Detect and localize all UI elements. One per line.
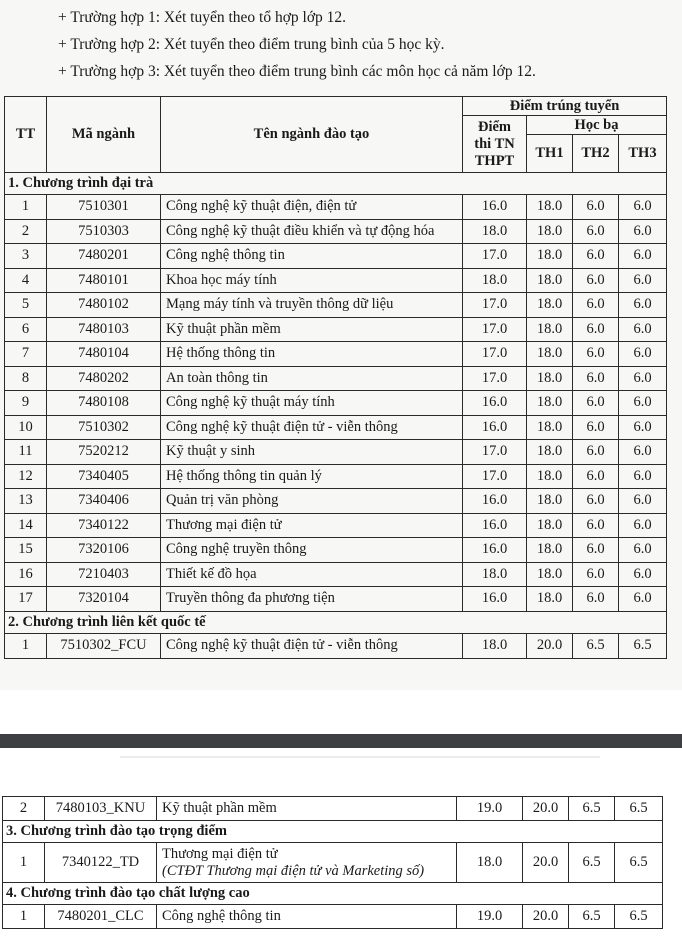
cell-th2: 6.5 [569, 797, 615, 821]
cell-th1: 20.0 [523, 905, 569, 929]
cell-th3: 6.0 [619, 464, 667, 489]
cell-th3: 6.0 [619, 489, 667, 514]
cell-th1: 18.0 [527, 464, 573, 489]
cell-tn: 18.0 [457, 843, 523, 883]
cell-th2: 6.0 [573, 219, 619, 244]
cell-name: Thiết kế đồ họa [161, 562, 463, 587]
section-row [5, 611, 667, 633]
cell-name: Khoa học máy tính [161, 268, 463, 293]
cell-th2: 6.5 [569, 905, 615, 929]
cell-code: 7480103_KNU [45, 797, 157, 821]
cell-th1: 18.0 [527, 317, 573, 342]
section-title-1: 1. Chương trình đại trà [5, 173, 667, 195]
cell-th1: 18.0 [527, 415, 573, 440]
cell-code: 7480108 [47, 391, 161, 416]
cell-name: Truyền thông đa phương tiện [161, 587, 463, 612]
cell-th3: 6.0 [619, 342, 667, 367]
cell-tn: 18.0 [463, 219, 527, 244]
header-th1: TH1 [527, 135, 573, 173]
intro-list [0, 4, 682, 85]
table-row [3, 905, 663, 929]
cell-code: 7340122 [47, 513, 161, 538]
cell-tn: 17.0 [463, 317, 527, 342]
cell-th1: 18.0 [527, 268, 573, 293]
cell-code: 7520212 [47, 440, 161, 465]
intro-case-1: + Trường hợp 1: Xét tuyển theo tổ hợp lớp 12. [58, 9, 347, 26]
cell-th3: 6.0 [619, 391, 667, 416]
cell-th2: 6.0 [573, 464, 619, 489]
cell-tt: 2 [3, 797, 45, 821]
admission-score-table-continued [2, 796, 663, 929]
header-tn-line2: thi TN [474, 135, 515, 152]
cell-th1: 18.0 [527, 587, 573, 612]
cell-th1: 20.0 [523, 843, 569, 883]
cell-tt: 1 [5, 195, 47, 220]
cell-th2: 6.0 [573, 489, 619, 514]
cell-code: 7480104 [47, 342, 161, 367]
cell-th3: 6.5 [615, 843, 663, 883]
cell-tt: 13 [5, 489, 47, 514]
cell-th3: 6.0 [619, 244, 667, 269]
cell-th3: 6.0 [619, 440, 667, 465]
cell-tt: 14 [5, 513, 47, 538]
cell-th3: 6.0 [619, 415, 667, 440]
cell-tn: 17.0 [463, 342, 527, 367]
cell-th3: 6.0 [619, 268, 667, 293]
table-row [5, 489, 667, 514]
cell-tn: 16.0 [463, 513, 527, 538]
section-title-4: 4. Chương trình đào tạo chất lượng cao [3, 883, 663, 905]
table-row [5, 538, 667, 563]
cell-th2: 6.0 [573, 342, 619, 367]
table-row [5, 415, 667, 440]
intro-case-3: + Trường hợp 3: Xét tuyển theo điểm trung bình các môn học cả năm lớp 12. [58, 63, 536, 80]
cell-tn: 18.0 [463, 268, 527, 293]
cell-th1: 18.0 [527, 219, 573, 244]
cell-th2: 6.0 [573, 244, 619, 269]
cell-tn: 16.0 [463, 195, 527, 220]
cell-tn: 17.0 [463, 440, 527, 465]
cell-tt: 17 [5, 587, 47, 612]
table-row [3, 797, 663, 821]
cell-th2: 6.5 [573, 633, 619, 658]
table-row [5, 562, 667, 587]
cell-th1: 18.0 [527, 489, 573, 514]
cell-th3: 6.5 [619, 633, 667, 658]
cell-tt: 8 [5, 366, 47, 391]
cell-th3: 6.0 [619, 317, 667, 342]
cell-th3: 6.0 [619, 538, 667, 563]
header-hocba: Học bạ [527, 116, 667, 135]
cell-name: Công nghệ kỹ thuật điện tử - viễn thông [161, 633, 463, 658]
cell-th1: 18.0 [527, 391, 573, 416]
cell-code: 7480202 [47, 366, 161, 391]
cell-tt: 12 [5, 464, 47, 489]
cell-th2: 6.0 [573, 293, 619, 318]
table-row [5, 219, 667, 244]
header-tn-line3: THPT [474, 152, 515, 169]
table-row [5, 195, 667, 220]
cell-th1: 18.0 [527, 195, 573, 220]
cell-th3: 6.0 [619, 587, 667, 612]
cell-tt: 16 [5, 562, 47, 587]
table-row [5, 633, 667, 658]
cell-tn: 19.0 [457, 905, 523, 929]
intro-case-2: + Trường hợp 2: Xét tuyển theo điểm trung bình của 5 học kỳ. [58, 36, 445, 53]
section-row [3, 821, 663, 843]
cell-tn: 16.0 [463, 587, 527, 612]
cell-name: Công nghệ kỹ thuật điện tử - viễn thông [161, 415, 463, 440]
cell-th2: 6.0 [573, 415, 619, 440]
cell-code: 7510302 [47, 415, 161, 440]
cell-code: 7510302_FCU [47, 633, 161, 658]
cell-th2: 6.0 [573, 268, 619, 293]
cell-code: 7340406 [47, 489, 161, 514]
cell-name: Kỹ thuật y sinh [161, 440, 463, 465]
cell-tt: 9 [5, 391, 47, 416]
cell-th1: 20.0 [523, 797, 569, 821]
table-row [5, 391, 667, 416]
header-th3: TH3 [619, 135, 667, 173]
cell-th1: 18.0 [527, 244, 573, 269]
cell-tn: 17.0 [463, 464, 527, 489]
cell-tn: 18.0 [463, 562, 527, 587]
cell-th2: 6.0 [573, 587, 619, 612]
cell-code: 7210403 [47, 562, 161, 587]
admission-score-table [4, 96, 667, 659]
cell-name: Kỹ thuật phần mềm [161, 317, 463, 342]
table-row [5, 244, 667, 269]
cell-th1: 18.0 [527, 562, 573, 587]
cell-tn: 19.0 [457, 797, 523, 821]
cell-name-line1: Thương mại điện tử [162, 845, 278, 862]
cell-name: Công nghệ thông tin [161, 244, 463, 269]
cell-th2: 6.0 [573, 562, 619, 587]
section-row [3, 883, 663, 905]
cell-th3: 6.0 [619, 513, 667, 538]
header-row-1 [5, 97, 667, 116]
header-code: Mã ngành [47, 97, 161, 173]
cell-tn: 17.0 [463, 244, 527, 269]
cell-th3: 6.0 [619, 293, 667, 318]
cell-tn: 18.0 [463, 633, 527, 658]
header-th2: TH2 [573, 135, 619, 173]
cell-name: Hệ thống thông tin quản lý [161, 464, 463, 489]
table-row [5, 513, 667, 538]
cell-tn: 16.0 [463, 391, 527, 416]
faint-scan-line [120, 756, 600, 758]
cell-th2: 6.5 [569, 843, 615, 883]
cell-name: Thương mại điện tử [161, 513, 463, 538]
cell-code: 7320104 [47, 587, 161, 612]
cell-th2: 6.0 [573, 391, 619, 416]
header-score-group: Điểm trúng tuyển [463, 97, 667, 116]
cell-name: An toàn thông tin [161, 366, 463, 391]
section-title-2: 2. Chương trình liên kết quốc tế [5, 611, 667, 633]
cell-th2: 6.0 [573, 513, 619, 538]
cell-name: Kỹ thuật phần mềm [157, 797, 457, 821]
cell-th1: 18.0 [527, 440, 573, 465]
cell-tt: 1 [5, 633, 47, 658]
section-row [5, 173, 667, 195]
cell-name: Mạng máy tính và truyền thông dữ liệu [161, 293, 463, 318]
header-tn [463, 116, 527, 173]
table-row [5, 293, 667, 318]
cell-tt: 2 [5, 219, 47, 244]
cell-th1: 18.0 [527, 293, 573, 318]
cell-th3: 6.5 [615, 797, 663, 821]
page-separator-bar [0, 734, 682, 748]
cell-th1: 18.0 [527, 366, 573, 391]
cell-code: 7320106 [47, 538, 161, 563]
cell-code: 7480102 [47, 293, 161, 318]
cell-tt: 3 [5, 244, 47, 269]
table-row [5, 342, 667, 367]
cell-tn: 17.0 [463, 366, 527, 391]
cell-tt: 15 [5, 538, 47, 563]
cell-code: 7340122_TD [45, 843, 157, 883]
cell-name [157, 843, 457, 883]
table-row [5, 268, 667, 293]
cell-name: Công nghệ kỹ thuật điện, điện tử [161, 195, 463, 220]
cell-th3: 6.0 [619, 219, 667, 244]
cell-th3: 6.0 [619, 562, 667, 587]
cell-th1: 20.0 [527, 633, 573, 658]
cell-code: 7510303 [47, 219, 161, 244]
header-tn-line1: Điểm [477, 118, 511, 135]
cell-tn: 16.0 [463, 415, 527, 440]
table-row [5, 440, 667, 465]
header-tt: TT [5, 97, 47, 173]
cell-code: 7480201 [47, 244, 161, 269]
table-row [5, 366, 667, 391]
table-row [5, 317, 667, 342]
cell-th1: 18.0 [527, 513, 573, 538]
cell-tn: 16.0 [463, 489, 527, 514]
cell-th1: 18.0 [527, 342, 573, 367]
cell-name: Công nghệ kỹ thuật điều khiển và tự động hóa [161, 219, 463, 244]
cell-code: 7480201_CLC [45, 905, 157, 929]
cell-name-line2: (CTĐT Thương mại điện tử và Marketing số) [162, 862, 425, 879]
cell-code: 7510301 [47, 195, 161, 220]
cell-tt: 6 [5, 317, 47, 342]
cell-th1: 18.0 [527, 538, 573, 563]
cell-tn: 16.0 [463, 538, 527, 563]
cell-name: Công nghệ truyền thông [161, 538, 463, 563]
cell-th2: 6.0 [573, 317, 619, 342]
cell-th2: 6.0 [573, 440, 619, 465]
cell-tt: 7 [5, 342, 47, 367]
cell-name: Hệ thống thông tin [161, 342, 463, 367]
cell-th2: 6.0 [573, 195, 619, 220]
table-row [5, 464, 667, 489]
cell-th3: 6.0 [619, 366, 667, 391]
cell-th3: 6.0 [619, 195, 667, 220]
table-row [3, 843, 663, 883]
cell-tt: 5 [5, 293, 47, 318]
cell-tt: 11 [5, 440, 47, 465]
cell-th3: 6.5 [615, 905, 663, 929]
cell-tn: 17.0 [463, 293, 527, 318]
cell-tt: 4 [5, 268, 47, 293]
cell-name: Công nghệ kỹ thuật máy tính [161, 391, 463, 416]
header-name: Tên ngành đào tạo [161, 97, 463, 173]
cell-th2: 6.0 [573, 538, 619, 563]
cell-tt: 1 [3, 905, 45, 929]
table-row [5, 587, 667, 612]
section-title-3: 3. Chương trình đào tạo trọng điểm [3, 821, 663, 843]
cell-code: 7480103 [47, 317, 161, 342]
cell-name: Công nghệ thông tin [157, 905, 457, 929]
cell-code: 7480101 [47, 268, 161, 293]
cell-name: Quản trị văn phòng [161, 489, 463, 514]
cell-tt: 10 [5, 415, 47, 440]
cell-th2: 6.0 [573, 366, 619, 391]
cell-code: 7340405 [47, 464, 161, 489]
cell-tt: 1 [3, 843, 45, 883]
